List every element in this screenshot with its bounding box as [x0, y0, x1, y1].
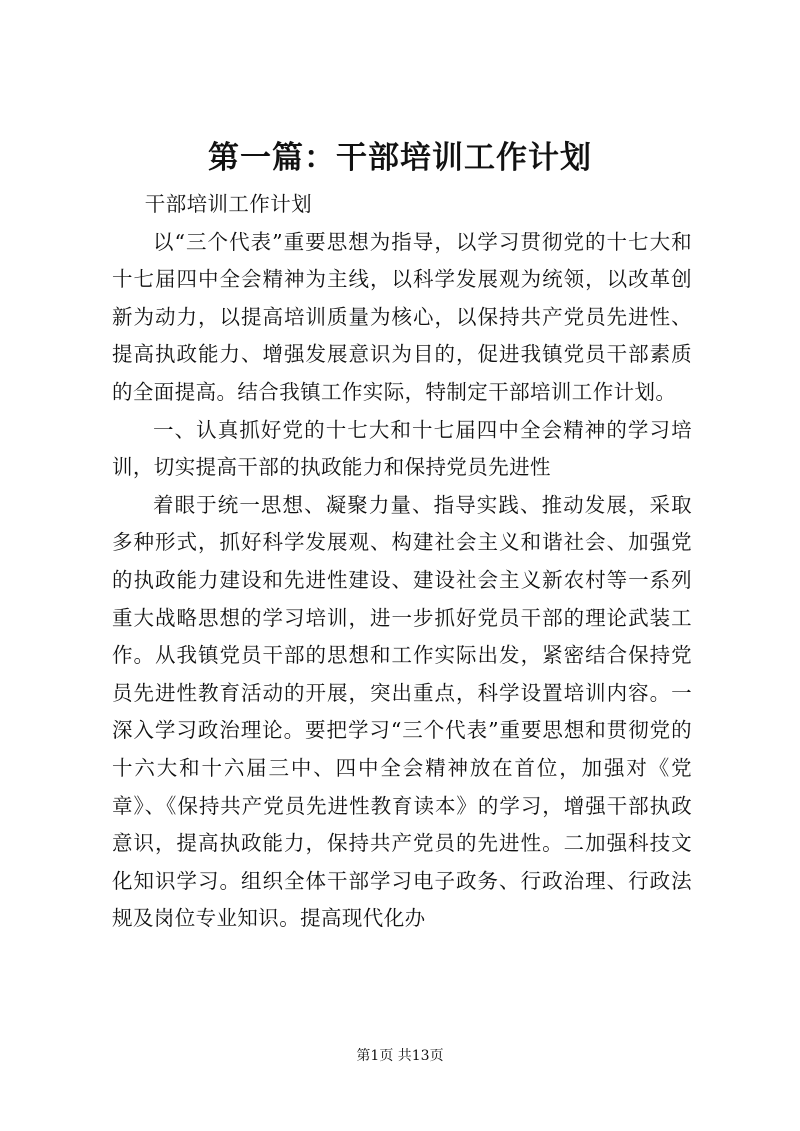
- page-footer: [0, 1046, 800, 1066]
- page-number: 第1页 共13页: [356, 1048, 444, 1064]
- section-body-paragraph: 着眼于统一思想、凝聚力量、指导实践、推动发展，采取多种形式，抓好科学发展观、构建社会主义和谐社会、加强党的执政能力建设和先进性建设、建设社会主义新农村等一系列重大战略思想的学习培训，进一步抓好党员干部的理论武装工作。从我镇党员干部的思想和工作实际出发，紧密结合保持党员先进性教育活动的开展，突出重点，科学设置培训内容。一深入学习政治理论。要把学习“三个代表”重要思想和贯彻党的十六大和十六届三中、四中全会精神放在首位，加强对《党章》、《保持共产党员先进性教育读本》的学习，增强干部执政意识，提高执政能力，保持共产党员的先进性。二加强科技文化知识学习。组织全体干部学习电子政务、行政治理、行政法规及岗位专业知识。提高现代化办: [112, 492, 692, 931]
- subtitle-paragraph: 干部培训工作计划: [144, 192, 312, 216]
- intro-paragraph: 以“三个代表”重要思想为指导，以学习贯彻党的十七大和十七届四中全会精神为主线，以科学发展观为统领，以改革创新为动力，以提高培训质量为核心，以保持共产党员先进性、提高执政能力、增强发展意识为目的，促进我镇党员干部素质的全面提高。结合我镇工作实际，特制定干部培训工作计划。: [112, 229, 692, 404]
- document-title: 第一篇：干部培训工作计划: [208, 140, 592, 176]
- document-body: [112, 186, 692, 938]
- section-heading-paragraph: 一、认真抓好党的十七大和十七届四中全会精神的学习培训，切实提高干部的执政能力和保持党员先进性: [112, 417, 692, 480]
